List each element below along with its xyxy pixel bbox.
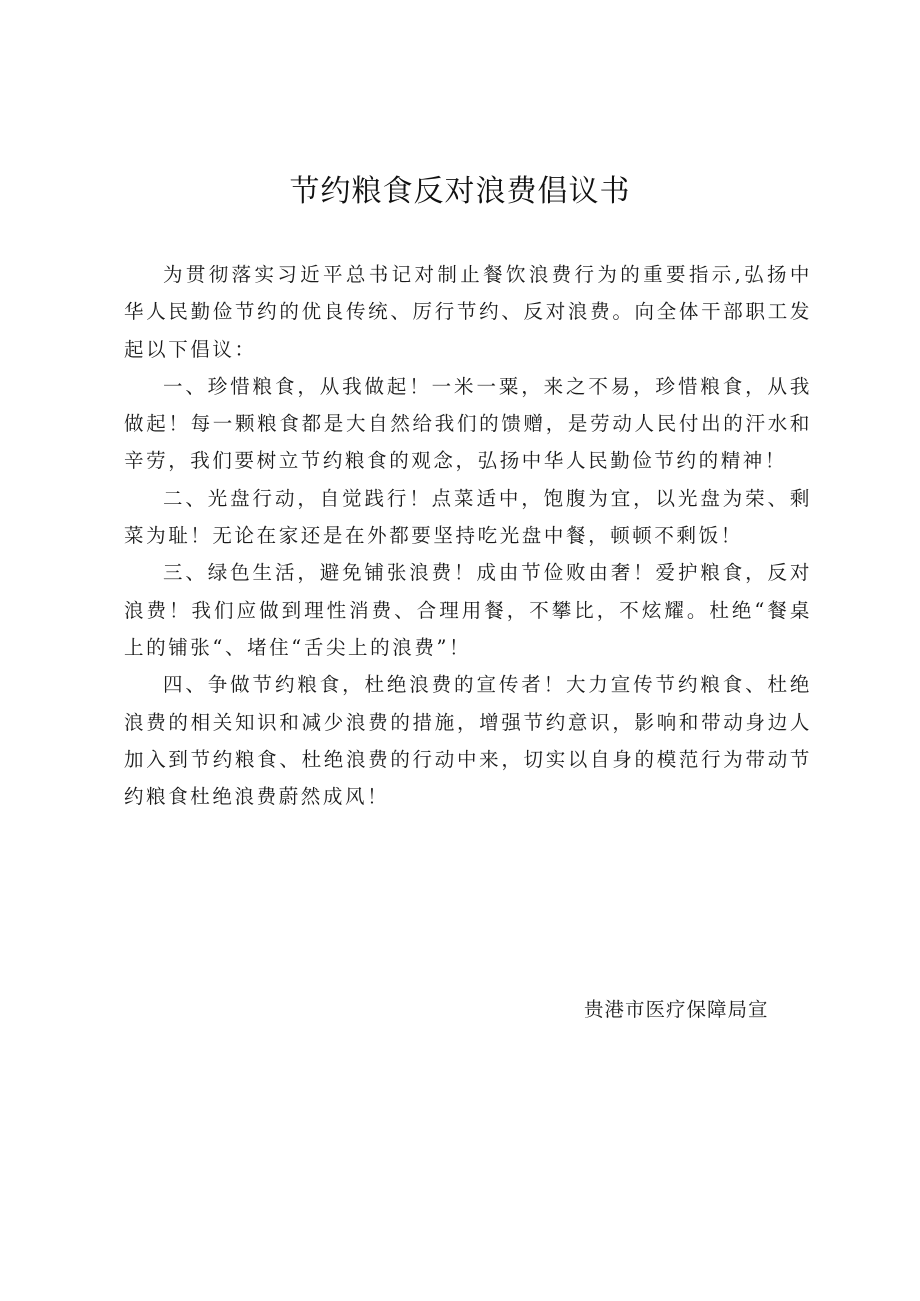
issuer-signature: 贵港市医疗保障局宣 — [584, 998, 769, 1021]
intro-paragraph: 为贯彻落实习近平总书记对制止餐饮浪费行为的重要指示,弘扬中华人民勤俭节约的优良传统、厉行节约、反对浪费。向全体干部职工发起以下倡议： — [124, 263, 812, 361]
document-body — [124, 256, 812, 815]
proposal-item-2: 二、光盘行动，自觉践行！点菜适中，饱腹为宜，以光盘为荣、剩菜为耻！无论在家还是在外都要坚持吃光盘中餐，顿顿不剩饭！ — [124, 486, 812, 548]
proposal-item-1: 一、珍惜粮食，从我做起！一米一粟，来之不易，珍惜粮食，从我做起！每一颗粮食都是大自然给我们的馈赠，是劳动人民付出的汗水和辛劳，我们要树立节约粮食的观念，弘扬中华人民勤俭节约的精神！ — [124, 374, 812, 473]
document-title: 节约粮食反对浪费倡议书 — [289, 174, 631, 209]
proposal-item-4: 四、争做节约粮食，杜绝浪费的宣传者！大力宣传节约粮食、杜绝浪费的相关知识和减少浪费的措施，增强节约意识，影响和带动身边人加入到节约粮食、杜绝浪费的行动中来，切实以自身的模范行为带动节约粮食杜绝浪费蔚然成风！ — [124, 673, 812, 809]
proposal-item-3: 三、绿色生活，避免铺张浪费！成由节俭败由奢！爱护粮食，反对浪费！我们应做到理性消费、合理用餐，不攀比，不炫耀。杜绝“餐桌上的铺张“、堵住“舌尖上的浪费”！ — [124, 561, 812, 659]
